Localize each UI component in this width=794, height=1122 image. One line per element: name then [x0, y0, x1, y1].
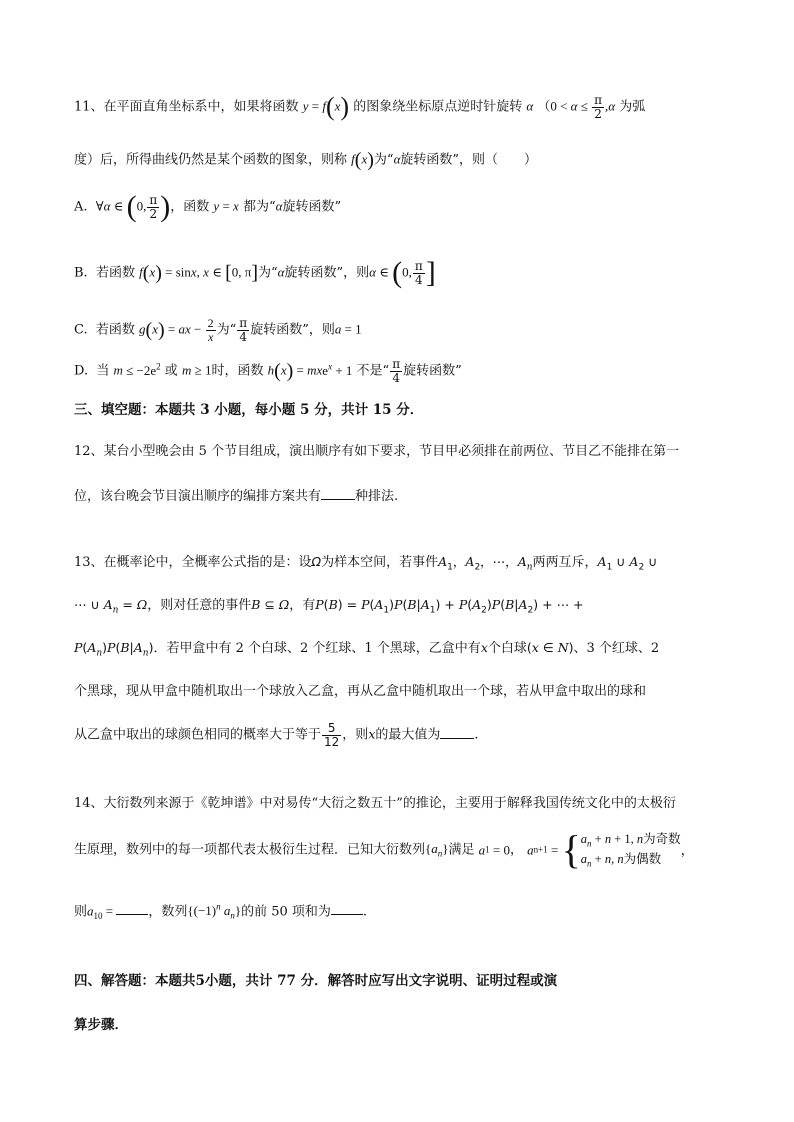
- answer-blank[interactable]: [321, 488, 355, 500]
- fraction-pi-over-2: $\frac{\pi}{2}$: [594, 93, 603, 121]
- math-y-eq-fx: y: [302, 98, 309, 114]
- piecewise-definition: {$a_n + n + 1$, n为奇数 $a_n + n$, n为偶数: [561, 827, 681, 873]
- section-3-heading: 三、填空题：本题共 3 小题，每小题 5 分，共计 15 分．: [74, 402, 424, 418]
- q14-line2: 生原理，数列中的每一项都代表太极衍生过程．已知大衍数列$\{a_n\}$满足 a1 = 0， $an+1 = \{a_n + n + 1$, n为奇数 $a_n + n$, n为偶数，: [74, 827, 694, 873]
- q11-line2: 度）后，所得曲线仍然是某个函数的图象，则称 f(x)为“α旋转函数”，则（ ）: [74, 149, 538, 171]
- answer-blank[interactable]: [331, 903, 363, 915]
- q11-option-d: D. 当 $m \le -2e^2$ 或 m ≥ 1时，函数 h(x) = mxe$^x$ + 1 不是“ $\frac{\pi}{4}$ 旋转函数”: [74, 357, 462, 385]
- q14-line1: 14、大衍数列来源于《乾坤谱》中对易传“大衍之数五十”的推论，主要用于解释我国传统文化中的太极衍: [74, 796, 676, 811]
- q13-line5: 从乙盒中取出的球颜色相同的概率大于等于 $\frac{5}{12}$ ，则x的最大值为 .: [74, 721, 479, 749]
- q12-line2: 位，该台晚会节目演出顺序的编排方案共有 种排法.: [74, 489, 399, 504]
- fraction-5-over-12: $\frac{5}{12}$: [324, 721, 340, 749]
- q13-line4: 个黑球，现从甲盒中随机取出一个球放入乙盒，再从乙盒中随机取出一个球，若从甲盒中取出的球和: [74, 684, 647, 699]
- section-4-heading-cont: 算步骤．: [74, 1017, 128, 1033]
- q11-line1: 11、在平面直角坐标系中，如果将函数 y = f(x) 的图象绕坐标原点逆时针旋转 α （0 < α ≤ $\frac{\pi}{2}$ ,α 为弧: [74, 92, 646, 122]
- answer-blank[interactable]: [440, 727, 474, 739]
- q11-option-a: A. ∀α ∈ (0, $\frac{\pi}{2}$ )，函数 y = x 都为“α旋转函数”: [74, 190, 342, 223]
- q11-option-c: C. 若函数 g(x) = ax − $\frac{2}{x}$ 为“ $\frac{\pi}{4}$ 旋转函数”，则a = 1: [74, 316, 362, 344]
- q14-line3: 则$a_{10}$ = ，数列{$(-1)^n$ $a_n$}的前 50 项和为 .: [74, 902, 368, 921]
- q13-line2: ⋯ ∪ $A_n = \Omega$，则对任意的事件B ⊆ Ω，有$P(B) = P(A_1)P(B|A_1) + P(A_2)P(B|A_2)$ + ⋯ +: [74, 597, 584, 616]
- q13-line1: 13、在概率论中，全概率公式指的是：设Ω为样本空间，若事件$A_1$，$A_2$，⋯，$A_n$两两互斥，$A_1$ ∪ $A_2$ ∪: [74, 554, 658, 573]
- section-4-heading: 四、解答题：本题共5小题，共计 77 分．解答时应写出文字说明、证明过程或演: [74, 973, 558, 989]
- answer-blank[interactable]: [116, 903, 148, 915]
- q11-option-b: B. 若函数 f(x) = sinx, x ∈ [0, π]为“α旋转函数”，则α ∈ (0, $\frac{\pi}{4}$ ]: [74, 256, 436, 289]
- q12-line1: 12、某台小型晚会由 5 个节目组成，演出顺序有如下要求，节目甲必须排在前两位、节目乙不能排在第一: [74, 444, 680, 459]
- q13-line3: $P(A_n)P(B|A_n)$．若甲盒中有 2 个白球、2 个红球、1 个黑球，乙盒中有x个白球(x ∈ N)、3 个红球、2: [74, 640, 660, 659]
